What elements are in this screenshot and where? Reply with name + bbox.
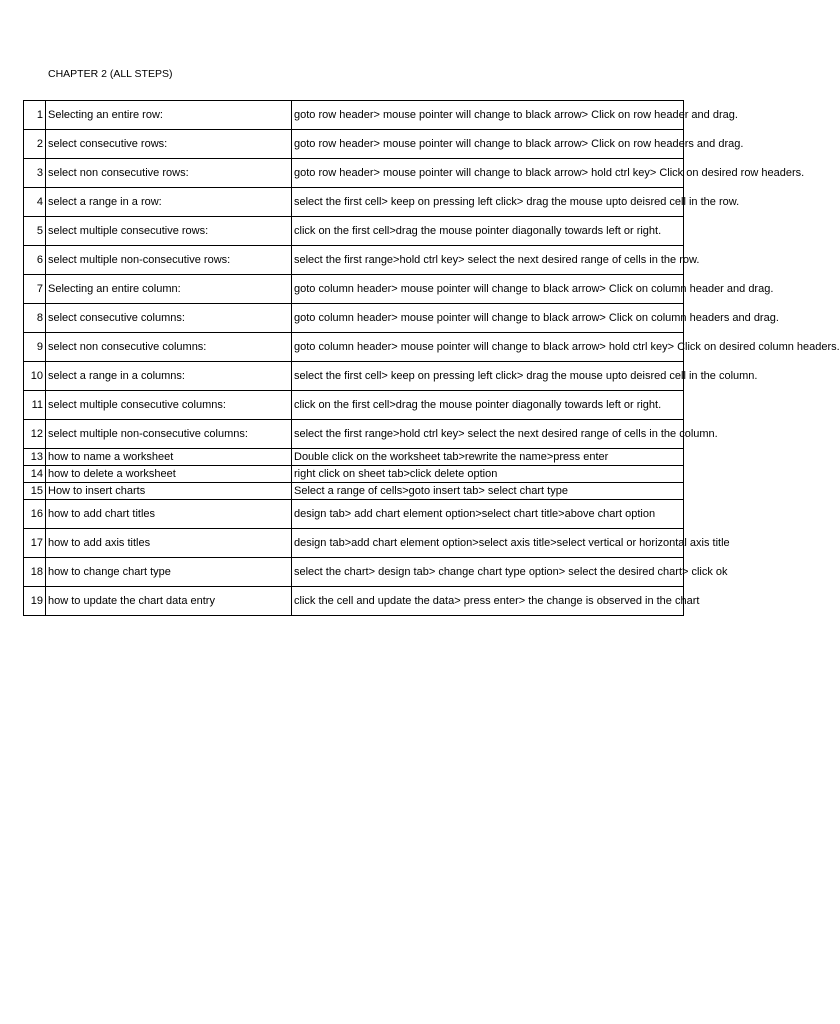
steps-cell: goto row header> mouse pointer will change to black arrow> hold ctrl key> Click on desired row headers. xyxy=(292,159,684,188)
task-cell: select a range in a row: xyxy=(46,188,292,217)
row-number: 11 xyxy=(24,391,46,420)
row-number: 15 xyxy=(24,483,46,500)
row-number: 4 xyxy=(24,188,46,217)
task-cell: how to update the chart data entry xyxy=(46,587,292,616)
table-row xyxy=(24,217,684,246)
task-cell: Selecting an entire column: xyxy=(46,275,292,304)
row-number: 17 xyxy=(24,529,46,558)
task-cell: select multiple consecutive columns: xyxy=(46,391,292,420)
table-row xyxy=(24,304,684,333)
steps-cell: click on the first cell>drag the mouse pointer diagonally towards left or right. xyxy=(292,217,684,246)
table-row xyxy=(24,587,684,616)
steps-cell: goto column header> mouse pointer will change to black arrow> Click on column headers and drag. xyxy=(292,304,684,333)
task-cell: select multiple non-consecutive columns: xyxy=(46,420,292,449)
task-cell: how to delete a worksheet xyxy=(46,466,292,483)
row-number: 12 xyxy=(24,420,46,449)
steps-cell: goto column header> mouse pointer will change to black arrow> Click on column header and drag. xyxy=(292,275,684,304)
table-row xyxy=(24,101,684,130)
table-row xyxy=(24,333,684,362)
task-cell: select a range in a columns: xyxy=(46,362,292,391)
row-number: 6 xyxy=(24,246,46,275)
table-row xyxy=(24,449,684,466)
steps-cell: select the first cell> keep on pressing left click> drag the mouse upto deisred cell in the column. xyxy=(292,362,684,391)
table-row xyxy=(24,246,684,275)
row-number: 8 xyxy=(24,304,46,333)
document-title: CHAPTER 2 (ALL STEPS) xyxy=(48,68,173,80)
table-row xyxy=(24,500,684,529)
row-number: 3 xyxy=(24,159,46,188)
table-row xyxy=(24,159,684,188)
steps-cell: design tab>add chart element option>select axis title>select vertical or horizontal axis title xyxy=(292,529,684,558)
table-row xyxy=(24,529,684,558)
table-row xyxy=(24,275,684,304)
row-number: 19 xyxy=(24,587,46,616)
row-number: 14 xyxy=(24,466,46,483)
task-cell: select consecutive columns: xyxy=(46,304,292,333)
steps-cell: goto row header> mouse pointer will change to black arrow> Click on row header and drag. xyxy=(292,101,684,130)
table-row xyxy=(24,420,684,449)
row-number: 7 xyxy=(24,275,46,304)
table-row xyxy=(24,362,684,391)
steps-cell: right click on sheet tab>click delete option xyxy=(292,466,684,483)
steps-cell: Double click on the worksheet tab>rewrite the name>press enter xyxy=(292,449,684,466)
steps-cell: Select a range of cells>goto insert tab> select chart type xyxy=(292,483,684,500)
task-cell: select non consecutive columns: xyxy=(46,333,292,362)
steps-cell: design tab> add chart element option>select chart title>above chart option xyxy=(292,500,684,529)
task-cell: select multiple consecutive rows: xyxy=(46,217,292,246)
table-row xyxy=(24,130,684,159)
row-number: 9 xyxy=(24,333,46,362)
row-number: 16 xyxy=(24,500,46,529)
row-number: 18 xyxy=(24,558,46,587)
task-cell: how to add chart titles xyxy=(46,500,292,529)
task-cell: how to name a worksheet xyxy=(46,449,292,466)
steps-cell: select the first range>hold ctrl key> select the next desired range of cells in the column. xyxy=(292,420,684,449)
task-cell: select multiple non-consecutive rows: xyxy=(46,246,292,275)
row-number: 1 xyxy=(24,101,46,130)
table-row xyxy=(24,188,684,217)
task-cell: Selecting an entire row: xyxy=(46,101,292,130)
steps-cell: select the chart> design tab> change chart type option> select the desired chart> click ok xyxy=(292,558,684,587)
steps-cell: select the first cell> keep on pressing left click> drag the mouse upto deisred cell in the row. xyxy=(292,188,684,217)
steps-cell: goto row header> mouse pointer will change to black arrow> Click on row headers and drag. xyxy=(292,130,684,159)
table-row xyxy=(24,466,684,483)
table-row xyxy=(24,391,684,420)
steps-cell: select the first range>hold ctrl key> select the next desired range of cells in the row. xyxy=(292,246,684,275)
row-number: 10 xyxy=(24,362,46,391)
row-number: 13 xyxy=(24,449,46,466)
task-cell: select non consecutive rows: xyxy=(46,159,292,188)
task-cell: select consecutive rows: xyxy=(46,130,292,159)
steps-table xyxy=(23,100,840,616)
task-cell: How to insert charts xyxy=(46,483,292,500)
steps-table-body xyxy=(24,101,840,616)
steps-cell: click the cell and update the data> press enter> the change is observed in the chart xyxy=(292,587,684,616)
steps-cell: click on the first cell>drag the mouse pointer diagonally towards left or right. xyxy=(292,391,684,420)
table-row xyxy=(24,483,684,500)
steps-cell: goto column header> mouse pointer will change to black arrow> hold ctrl key> Click on desired column headers. xyxy=(292,333,684,362)
task-cell: how to change chart type xyxy=(46,558,292,587)
table-row xyxy=(24,558,684,587)
task-cell: how to add axis titles xyxy=(46,529,292,558)
row-number: 2 xyxy=(24,130,46,159)
row-number: 5 xyxy=(24,217,46,246)
